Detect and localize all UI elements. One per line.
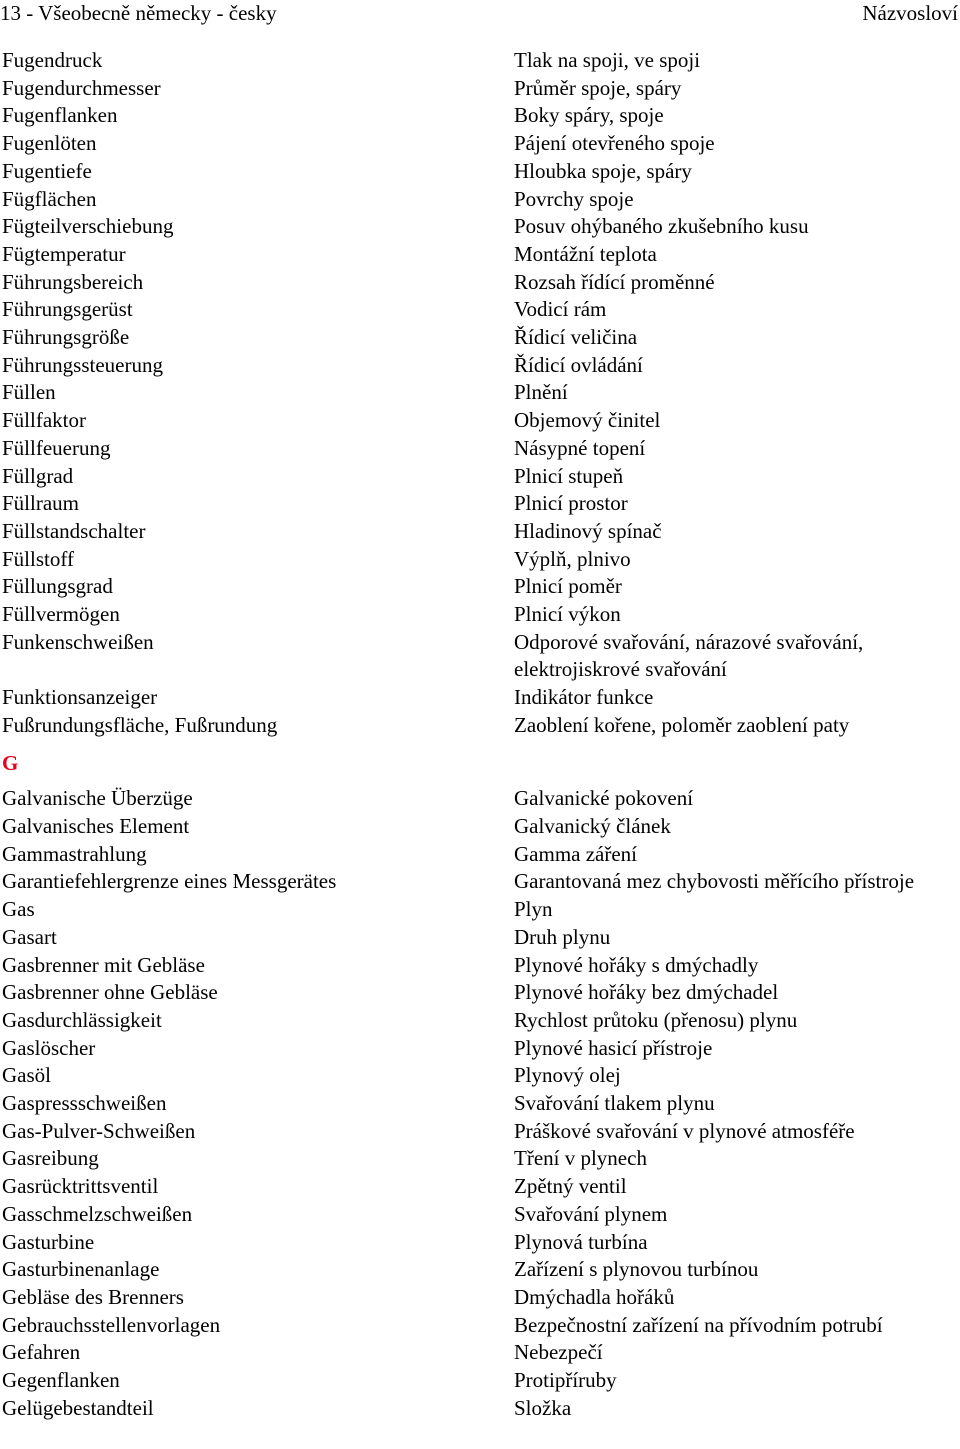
czech-term: Boky spáry, spoje bbox=[514, 103, 664, 128]
glossary-row bbox=[0, 1173, 960, 1201]
glossary-row bbox=[0, 841, 960, 869]
czech-term: Povrchy spoje bbox=[514, 186, 634, 211]
glossary-entries bbox=[0, 47, 960, 1422]
german-term: Fügteilverschiebung bbox=[2, 214, 174, 239]
german-term: Gasrücktrittsventil bbox=[2, 1174, 159, 1199]
german-term: Führungsbereich bbox=[2, 269, 144, 294]
glossary-row bbox=[0, 241, 960, 269]
glossary-row bbox=[0, 463, 960, 491]
glossary-block-f bbox=[0, 47, 960, 740]
glossary-row bbox=[0, 75, 960, 103]
czech-term: Hladinový spínač bbox=[514, 518, 662, 543]
glossary-row bbox=[0, 518, 960, 546]
german-term: Fugenflanken bbox=[2, 103, 118, 128]
german-term: Gegenflanken bbox=[2, 1368, 120, 1393]
czech-term: Plnicí poměr bbox=[514, 574, 622, 599]
german-term: Gebrauchsstellenvorlagen bbox=[2, 1312, 221, 1337]
glossary-row bbox=[0, 1312, 960, 1340]
german-term: Gelügebestandteil bbox=[2, 1395, 154, 1420]
german-term: Füllfeuerung bbox=[2, 435, 111, 460]
glossary-row bbox=[0, 1145, 960, 1173]
german-term: Gasturbinenanlage bbox=[2, 1257, 160, 1282]
glossary-row bbox=[0, 1118, 960, 1146]
glossary-row bbox=[0, 1339, 960, 1367]
czech-term: Zařízení s plynovou turbínou bbox=[514, 1257, 759, 1282]
czech-term: Plynové hořáky bez dmýchadel bbox=[514, 980, 779, 1005]
glossary-row bbox=[0, 490, 960, 518]
glossary-row bbox=[0, 712, 960, 740]
czech-term: Protipříruby bbox=[514, 1368, 617, 1393]
glossary-row bbox=[0, 1284, 960, 1312]
glossary-row bbox=[0, 186, 960, 214]
german-term: Gasschmelzschweißen bbox=[2, 1201, 193, 1226]
czech-term: Plnicí stupeň bbox=[514, 463, 624, 488]
glossary-row bbox=[0, 1229, 960, 1257]
czech-term: Průměr spoje, spáry bbox=[514, 75, 682, 100]
german-term: Gefahren bbox=[2, 1340, 81, 1365]
glossary-row bbox=[0, 546, 960, 574]
glossary-row bbox=[0, 1367, 960, 1395]
german-term: Füllraum bbox=[2, 491, 79, 516]
czech-term: Nebezpečí bbox=[514, 1340, 603, 1365]
german-term: Fußrundungsfläche, Fußrundung bbox=[2, 712, 278, 737]
german-term: Füllstandschalter bbox=[2, 518, 146, 543]
czech-term: Galvanický článek bbox=[514, 813, 671, 838]
glossary-row bbox=[0, 952, 960, 980]
czech-term: Plynový olej bbox=[514, 1063, 621, 1088]
german-term: Fugentiefe bbox=[2, 158, 92, 183]
czech-term: Posuv ohýbaného zkušebního kusu bbox=[514, 214, 809, 239]
glossary-row bbox=[0, 130, 960, 158]
german-term: Galvanische Überzüge bbox=[2, 786, 193, 811]
german-term: Fügtemperatur bbox=[2, 241, 126, 266]
czech-term: Svařování plynem bbox=[514, 1201, 668, 1226]
glossary-row bbox=[0, 629, 960, 684]
glossary-row bbox=[0, 407, 960, 435]
glossary-row bbox=[0, 684, 960, 712]
czech-term: Objemový činitel bbox=[514, 408, 661, 433]
glossary-row bbox=[0, 269, 960, 297]
czech-term: Indikátor funkce bbox=[514, 685, 654, 710]
german-term: Führungsgröße bbox=[2, 325, 130, 350]
german-term: Gebläse des Brenners bbox=[2, 1284, 184, 1309]
german-term: Gasart bbox=[2, 924, 57, 949]
german-term: Galvanisches Element bbox=[2, 813, 190, 838]
header-title: 13 - Všeobecně německy - česky bbox=[0, 1, 277, 25]
czech-term: Druh plynu bbox=[514, 924, 611, 949]
glossary-row bbox=[0, 47, 960, 75]
czech-term: Plynové hořáky s dmýchadly bbox=[514, 952, 759, 977]
german-term: Gaslöscher bbox=[2, 1035, 96, 1060]
glossary-block-g bbox=[0, 785, 960, 1422]
czech-term: Plynové hasicí přístroje bbox=[514, 1035, 713, 1060]
german-term: Fügflächen bbox=[2, 186, 97, 211]
glossary-row bbox=[0, 979, 960, 1007]
german-term: Gasöl bbox=[2, 1063, 51, 1088]
glossary-row bbox=[0, 435, 960, 463]
german-term: Garantiefehlergrenze eines Messgerätes bbox=[2, 869, 337, 894]
german-term: Fugenlöten bbox=[2, 131, 97, 156]
german-term: Gas bbox=[2, 897, 35, 922]
glossary-row bbox=[0, 1090, 960, 1118]
german-term: Gasreibung bbox=[2, 1146, 99, 1171]
czech-term: Plyn bbox=[514, 897, 553, 922]
czech-term: Práškové svařování v plynové atmosféře bbox=[514, 1118, 855, 1143]
glossary-row bbox=[0, 102, 960, 130]
czech-term: Pájení otevřeného spoje bbox=[514, 131, 715, 156]
glossary-row bbox=[0, 213, 960, 241]
czech-term: Dmýchadla hořáků bbox=[514, 1284, 675, 1309]
czech-term: Plnicí výkon bbox=[514, 602, 621, 627]
glossary-row bbox=[0, 352, 960, 380]
czech-term: Galvanické pokovení bbox=[514, 786, 694, 811]
czech-term: Gamma záření bbox=[514, 841, 638, 866]
header-section: Názvosloví bbox=[862, 1, 958, 25]
glossary-row bbox=[0, 785, 960, 813]
czech-term: Svařování tlakem plynu bbox=[514, 1091, 715, 1116]
glossary-row bbox=[0, 813, 960, 841]
czech-term: Rozsah řídící proměnné bbox=[514, 269, 715, 294]
section-letter-g: G bbox=[2, 750, 19, 775]
glossary-row bbox=[0, 601, 960, 629]
czech-term: Plnicí prostor bbox=[514, 491, 628, 516]
german-term: Gaspressschweißen bbox=[2, 1091, 167, 1116]
czech-term: Tlak na spoji, ve spoji bbox=[514, 48, 701, 72]
glossary-row bbox=[0, 573, 960, 601]
czech-term: Výplň, plnivo bbox=[514, 546, 631, 571]
glossary-row bbox=[0, 868, 960, 896]
german-term: Gasbrenner ohne Gebläse bbox=[2, 980, 218, 1005]
czech-term: Tření v plynech bbox=[514, 1146, 647, 1171]
czech-term: Řídicí veličina bbox=[514, 325, 638, 350]
german-term: Führungsgerüst bbox=[2, 297, 133, 322]
glossary-row bbox=[0, 379, 960, 407]
czech-term: Odporové svařování, nárazové svařování, elektrojiskrové svařování bbox=[514, 629, 864, 682]
german-term: Gammastrahlung bbox=[2, 841, 147, 866]
czech-term: Zpětný ventil bbox=[514, 1174, 627, 1199]
glossary-row bbox=[0, 1062, 960, 1090]
czech-term: Řídicí ovládání bbox=[514, 352, 643, 377]
czech-term: Bezpečnostní zařízení na přívodním potrubí bbox=[514, 1312, 883, 1337]
german-term: Führungssteuerung bbox=[2, 352, 163, 377]
czech-term: Rychlost průtoku (přenosu) plynu bbox=[514, 1007, 798, 1032]
czech-term: Hloubka spoje, spáry bbox=[514, 158, 692, 183]
german-term: Gasdurchlässigkeit bbox=[2, 1007, 162, 1032]
german-term: Fugendruck bbox=[2, 48, 103, 72]
glossary-row bbox=[0, 896, 960, 924]
german-term: Füllgrad bbox=[2, 463, 74, 488]
glossary-row bbox=[0, 1007, 960, 1035]
german-term: Gas-Pulver-Schweißen bbox=[2, 1118, 196, 1143]
german-term: Funktionsanzeiger bbox=[2, 685, 158, 710]
glossary-row bbox=[0, 1256, 960, 1284]
glossary-row bbox=[0, 1201, 960, 1229]
czech-term: Plnění bbox=[514, 380, 568, 405]
german-term: Füllungsgrad bbox=[2, 574, 113, 599]
german-term: Gasturbine bbox=[2, 1229, 95, 1254]
german-term: Gasbrenner mit Gebläse bbox=[2, 952, 205, 977]
page-header bbox=[0, 0, 960, 26]
glossary-row bbox=[0, 158, 960, 186]
glossary-row bbox=[0, 1395, 960, 1423]
czech-term: Plynová turbína bbox=[514, 1229, 648, 1254]
czech-term: Složka bbox=[514, 1395, 572, 1420]
glossary-row bbox=[0, 296, 960, 324]
glossary-row bbox=[0, 324, 960, 352]
glossary-row bbox=[0, 1035, 960, 1063]
czech-term: Násypné topení bbox=[514, 435, 646, 460]
czech-term: Zaoblení kořene, poloměr zaoblení paty bbox=[514, 712, 850, 737]
german-term: Füllen bbox=[2, 380, 56, 405]
german-term: Füllstoff bbox=[2, 546, 74, 571]
german-term: Funkenschweißen bbox=[2, 629, 154, 654]
german-term: Fugendurchmesser bbox=[2, 75, 161, 100]
czech-term: Garantovaná mez chybovosti měřícího přístroje bbox=[514, 869, 915, 894]
glossary-row bbox=[0, 924, 960, 952]
czech-term: Montážní teplota bbox=[514, 241, 657, 266]
german-term: Füllvermögen bbox=[2, 602, 120, 627]
czech-term: Vodicí rám bbox=[514, 297, 607, 322]
german-term: Füllfaktor bbox=[2, 408, 86, 433]
